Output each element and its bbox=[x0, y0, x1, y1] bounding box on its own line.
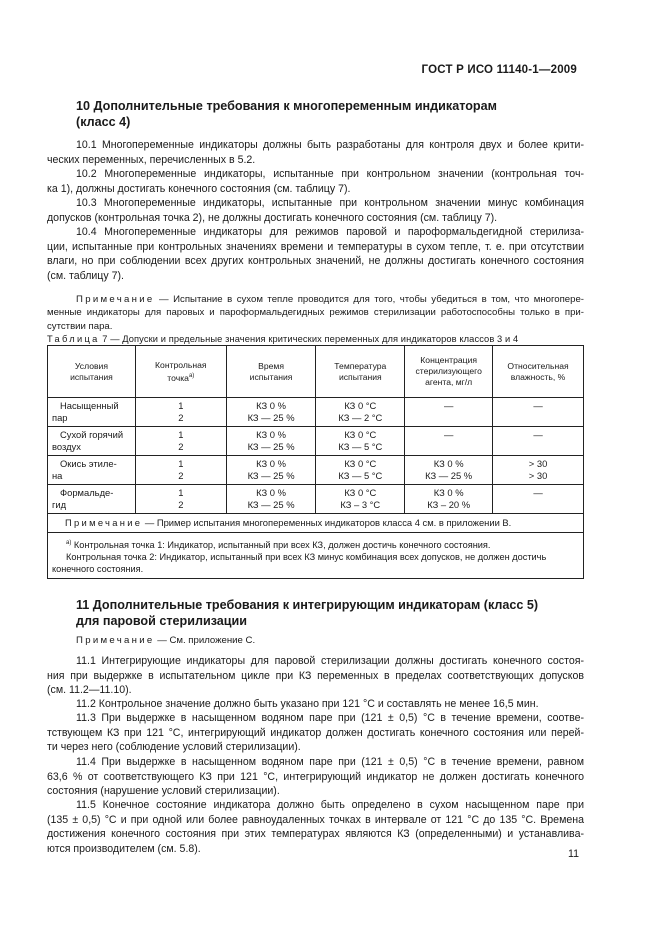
text-line: 11.1 Интегрирующие индикаторы для паровой стерилизации должны достигать конечного состоя- bbox=[76, 655, 584, 667]
text-line: 11.2 Контрольное значение должно быть указано при 121 °С и составлять не менее 16,5 мин. bbox=[76, 698, 539, 710]
section-10-title-line: (класс 4) bbox=[76, 115, 131, 129]
cell-time: КЗ 0 % КЗ — 25 % bbox=[226, 427, 316, 456]
cell-temperature: КЗ 0 °С КЗ — 5 °С bbox=[316, 456, 405, 485]
note-text: — Испытание в сухом тепле проводится для того, чтобы убедиться в том, что многопере- bbox=[154, 294, 584, 305]
cell-time: КЗ 0 % КЗ — 25 % bbox=[226, 485, 316, 514]
cell-condition: Формальде- гид bbox=[48, 485, 136, 514]
cell-temperature: КЗ 0 °С КЗ — 2 °С bbox=[316, 398, 405, 427]
note-text: — См. приложение С. bbox=[154, 635, 256, 646]
caption-text: 7 — Допуски и предельные значения критических переменных для индикаторов классов 3 и 4 bbox=[99, 334, 519, 344]
text-line: допусков (контрольная точка 2), не должны достигать конечного состояния (см. таблицу 7). bbox=[47, 211, 498, 224]
header-temperature: Температура испытания bbox=[316, 346, 405, 398]
table-7 bbox=[47, 345, 584, 579]
cell-condition: Окись этиле- на bbox=[48, 456, 136, 485]
text-line: тствующем КЗ при 121 °С, интегрирующий индикатор должен достигать конечного состояния или перей- bbox=[47, 726, 584, 739]
text-line: 11.4 При выдержке в насыщенном водяном паре при (121 ± 0,5) °С в течение времени, равном bbox=[76, 756, 584, 768]
text-line: 11.5 Конечное состояние индикатора должно быть определено в сухом насыщенном паре при bbox=[76, 799, 584, 811]
text-line: влаги, но при соблюдении всех других контрольных значений, не должны достигать конечного состояния bbox=[47, 255, 584, 268]
footnote-marker: a) bbox=[66, 540, 72, 546]
cell-humidity: — bbox=[493, 427, 584, 456]
footnote-text: конечного состояния. bbox=[52, 564, 144, 575]
note-text: — Пример испытания многопеременных индикаторов класса 4 см. в приложении В. bbox=[142, 517, 512, 528]
header-conditions: Условия испытания bbox=[48, 346, 136, 398]
text-line: (см. таблицу 7). bbox=[47, 269, 124, 282]
footnote-text: Контрольная точка 1: Индикатор, испытанный при всех КЗ, должен достичь конечного состояния. bbox=[71, 540, 491, 551]
paragraph-10-1 bbox=[47, 138, 584, 167]
header-concentration: Концентрация стерилизующего агента, мг/л bbox=[405, 346, 493, 398]
note-label: Примечание bbox=[65, 517, 143, 528]
footnote-text: Контрольная точка 2: Индикатор, испытанный при всех КЗ минус комбинация всех допусков, не должен достичь bbox=[66, 552, 547, 563]
table-7-caption bbox=[47, 334, 587, 344]
cell-time: КЗ 0 % КЗ — 25 % bbox=[226, 398, 316, 427]
cell-condition: Насыщенный пар bbox=[48, 398, 136, 427]
cell-concentration: КЗ 0 % КЗ — 25 % bbox=[405, 456, 493, 485]
table-row bbox=[48, 427, 584, 456]
text-line: ка 1), должны достигать конечного состояния (см. таблицу 7). bbox=[47, 182, 351, 195]
section-11-title-line: 11 Дополнительные требования к интегрирующим индикаторам (класс 5) bbox=[76, 598, 539, 612]
cell-temperature: КЗ 0 °С КЗ – 3 °С bbox=[316, 485, 405, 514]
section-10-note bbox=[47, 293, 584, 333]
cell-concentration: КЗ 0 % КЗ – 20 % bbox=[405, 485, 493, 514]
table-row bbox=[48, 485, 584, 514]
table-note-row bbox=[48, 514, 584, 533]
text-line: 10.4 Многопеременные индикаторы для режимов паровой и пароформальдегидной стерилиза- bbox=[76, 226, 584, 238]
cell-concentration: — bbox=[405, 398, 493, 427]
standard-number: ГОСТ Р ИСО 11140-1—2009 bbox=[421, 64, 577, 76]
text-line: 63,6 % от соответствующего КЗ при 121 °С, интегрирующий индикатор не должен достигать конечного bbox=[47, 770, 584, 783]
cell-point: 1 2 bbox=[135, 485, 226, 514]
section-11-heading bbox=[76, 597, 606, 629]
text-line: ния при выдержке в испытательном цикле при КЗ переменных в пределах соответствующих допусков bbox=[47, 669, 584, 682]
text-line: (135 ± 0,5) °С и при одной или более равноудаленных точках в интервале от 121 °С до 135 °С. Времена bbox=[47, 813, 584, 826]
cell-temperature: КЗ 0 °С КЗ — 5 °С bbox=[316, 427, 405, 456]
header-control-point: Контрольная точка$^{a)}$ bbox=[135, 346, 226, 398]
section-11-title-line: для паровой стерилизации bbox=[76, 614, 248, 628]
note-line bbox=[47, 293, 584, 306]
paragraph-11-3 bbox=[47, 711, 584, 755]
table-header-row bbox=[48, 346, 584, 398]
header-humidity: Относительная влажность, % bbox=[493, 346, 584, 398]
text-line: ческих переменных, перечисленных в 5.2. bbox=[47, 153, 256, 166]
text-line: 10.3 Многопеременные индикаторы, испытанные при контрольном значении минус комбинация bbox=[76, 197, 584, 209]
cell-humidity: — bbox=[493, 485, 584, 514]
page-number: 11 bbox=[568, 848, 579, 860]
text-line: ти через него (соблюдение условий стерилизации). bbox=[47, 741, 301, 754]
cell-concentration: — bbox=[405, 427, 493, 456]
section-10-title-line: 10 Дополнительные требования к многопеременным индикаторам bbox=[76, 99, 497, 113]
table-row bbox=[48, 456, 584, 485]
text-line: состояния (нарушение условий стерилизации). bbox=[47, 785, 280, 798]
section-10-heading bbox=[76, 98, 596, 130]
paragraph-11-1 bbox=[47, 654, 584, 698]
cell-condition: Сухой горячий воздух bbox=[48, 427, 136, 456]
text-line: ции, испытанные при контрольных значениях времени и температуры в сухом тепле, т. е. при отсутствии bbox=[47, 240, 584, 253]
note-label: Примечание bbox=[76, 294, 155, 305]
note-line: сутствии пара. bbox=[47, 320, 113, 332]
header-time: Время испытания bbox=[226, 346, 316, 398]
cell-humidity: > 30 > 30 bbox=[493, 456, 584, 485]
table-row bbox=[48, 398, 584, 427]
note-line: менные индикаторы для паровых и пароформальдегидных режимов стерилизации работоспособны только в при- bbox=[47, 307, 584, 319]
cell-point: 1 2 bbox=[135, 398, 226, 427]
table-footnote-row bbox=[48, 533, 584, 579]
text-line: 10.1 Многопеременные индикаторы должны быть разработаны для контроля двух и более крити- bbox=[76, 139, 584, 151]
table-footnote bbox=[48, 533, 584, 579]
paragraph-11-5 bbox=[47, 798, 584, 856]
cell-time: КЗ 0 % КЗ — 25 % bbox=[226, 456, 316, 485]
note-label: Примечание bbox=[76, 635, 155, 646]
cell-point: 1 2 bbox=[135, 456, 226, 485]
text-line: (см. 11.2—11.10). bbox=[47, 684, 132, 697]
table-note bbox=[48, 514, 584, 533]
section-11-note bbox=[47, 634, 584, 647]
text-line: 10.2 Многопеременные индикаторы, испытанные при контрольном значении (контрольная точ- bbox=[76, 168, 584, 180]
paragraph-10-2 bbox=[47, 167, 584, 196]
paragraph-11-2 bbox=[47, 697, 584, 712]
cell-point: 1 2 bbox=[135, 427, 226, 456]
text-line: 11.3 При выдержке в насыщенном водяном паре при (121 ± 0,5) °С в течение времени, соотве- bbox=[76, 712, 584, 724]
paragraph-11-4 bbox=[47, 755, 584, 799]
paragraph-10-3 bbox=[47, 196, 584, 225]
text-line: достижения конечного состояния при этих температурах являются КЗ (определенными) и устанавлива- bbox=[47, 828, 584, 841]
text-line: ются производителем (см. 5.8). bbox=[47, 842, 201, 855]
caption-label: Таблица bbox=[47, 334, 100, 344]
paragraph-10-4 bbox=[47, 225, 584, 283]
cell-humidity: — bbox=[493, 398, 584, 427]
